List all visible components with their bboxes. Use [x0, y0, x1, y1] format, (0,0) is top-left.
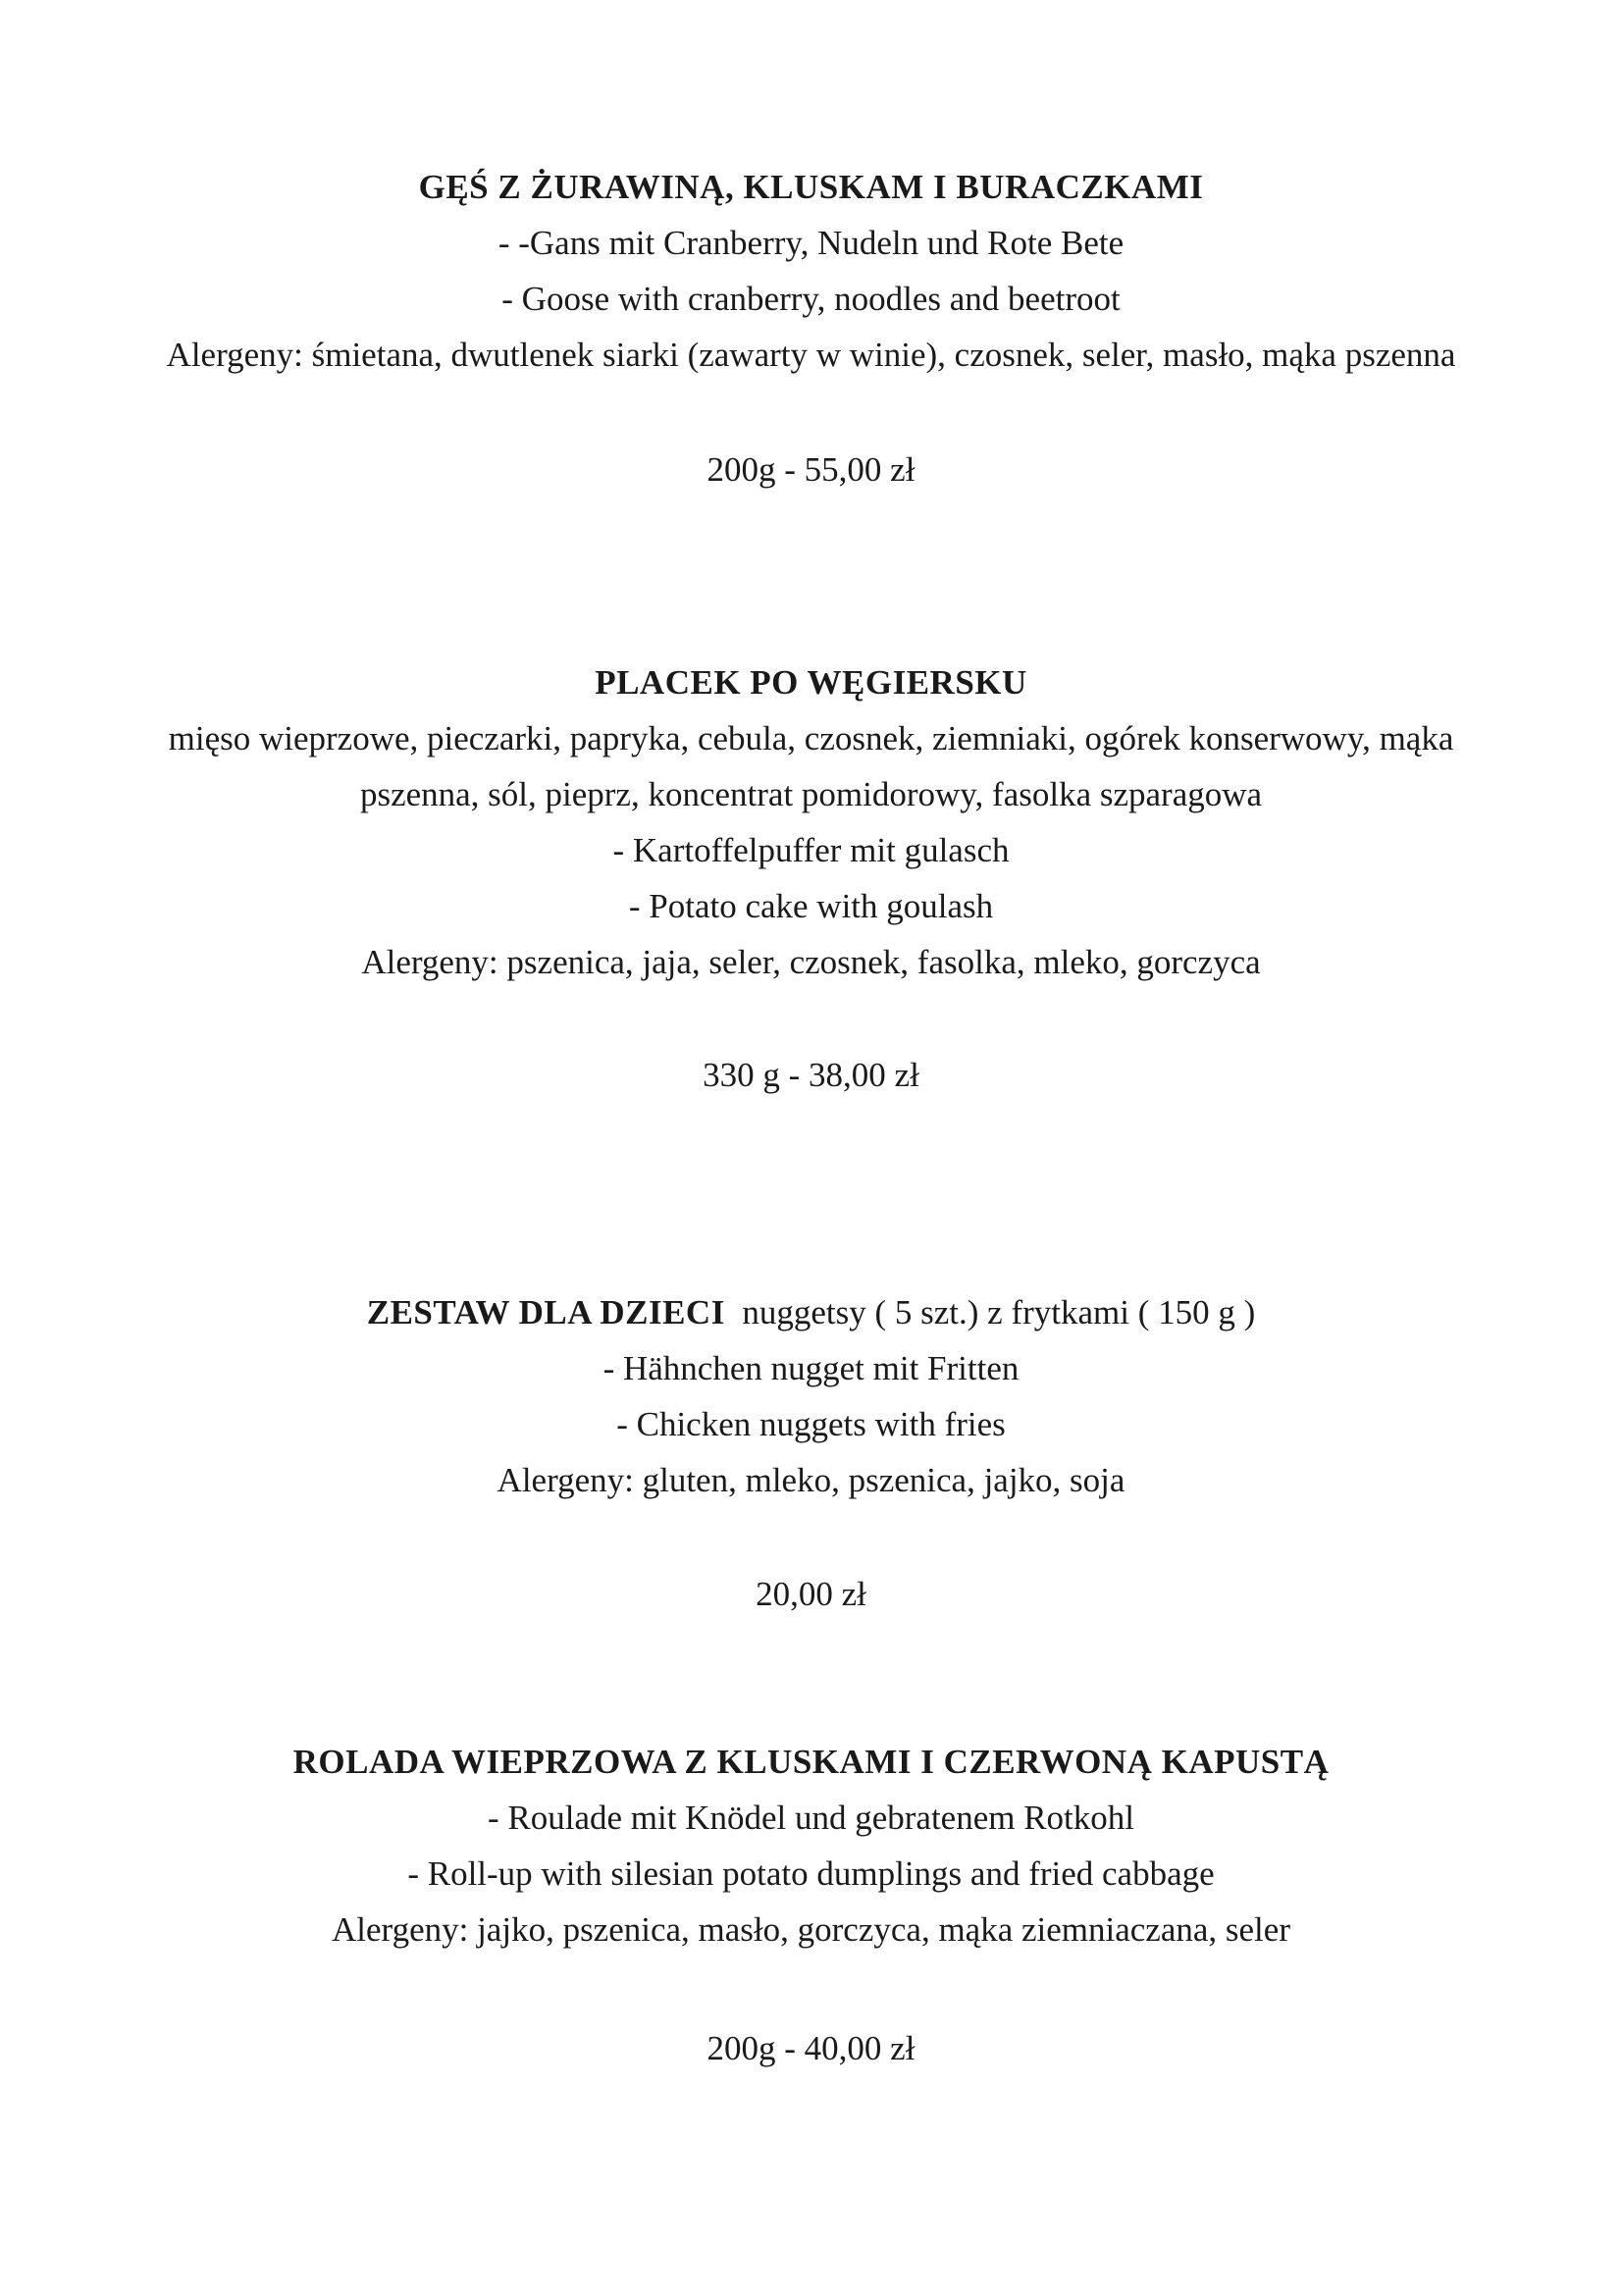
dish-price-goose: 200g - 55,00 zł [706, 450, 916, 489]
dish-ingredients-line-1: mięso wieprzowe, pieczarki, papryka, cebula, czosnek, ziemniaki, ogórek konserwowy, mąka [168, 719, 1454, 757]
dish-description-german: - Roulade mit Knödel und gebratenem Rotkohl [487, 1799, 1135, 1837]
dish-description-german: - Kartoffelpuffer mit gulasch [612, 831, 1010, 869]
dish-price-rolada: 200g - 40,00 zł [706, 2029, 916, 2067]
dish-title: PLACEK PO WĘGIERSKU [595, 663, 1027, 702]
dish-description-english: - Roll-up with silesian potato dumplings and fried cabbage [407, 1854, 1215, 1893]
dish-price-placek: 330 g - 38,00 zł [703, 1056, 919, 1094]
dish-allergens: Alergeny: gluten, mleko, pszenica, jajko, soja [497, 1461, 1125, 1499]
dish-description-english: - Potato cake with goulash [628, 887, 994, 925]
menu-item-kids-set [0, 1284, 1622, 1508]
menu-item-rolada [0, 1734, 1622, 1957]
dish-title-line [0, 1284, 1622, 1340]
dish-ingredients-line-2: pszenna, sól, pieprz, koncentrat pomidorowy, fasolka szparagowa [359, 775, 1263, 813]
dish-description-english: - Goose with cranberry, noodles and beetroot [501, 280, 1121, 318]
menu-item-goose [0, 159, 1622, 383]
dish-title: ZESTAW DLA DZIECI [366, 1293, 725, 1331]
dish-description-german: - -Gans mit Cranberry, Nudeln und Rote Bete [497, 224, 1125, 262]
dish-description-german: - Hähnchen nugget mit Fritten [602, 1349, 1020, 1387]
dish-price-kids-set: 20,00 zł [756, 1575, 866, 1613]
menu-item-placek [0, 654, 1622, 990]
dish-description-english: - Chicken nuggets with fries [616, 1405, 1006, 1443]
dish-title-suffix: nuggetsy ( 5 szt.) z frytkami ( 150 g ) [742, 1293, 1256, 1331]
dish-allergens: Alergeny: jajko, pszenica, masło, gorczyca, mąka ziemniaczana, seler [332, 1910, 1290, 1949]
dish-allergens: Alergeny: pszenica, jaja, seler, czosnek, fasolka, mleko, gorczyca [361, 943, 1261, 981]
dish-allergens: Alergeny: śmietana, dwutlenek siarki (zawarty w winie), czosnek, seler, masło, mąka pszenna [166, 336, 1456, 374]
dish-title: GĘŚ Z ŻURAWINĄ, KLUSKAM I BURACZKAMI [418, 168, 1204, 206]
dish-title: ROLADA WIEPRZOWA Z KLUSKAMI I CZERWONĄ KAPUSTĄ [292, 1743, 1330, 1781]
